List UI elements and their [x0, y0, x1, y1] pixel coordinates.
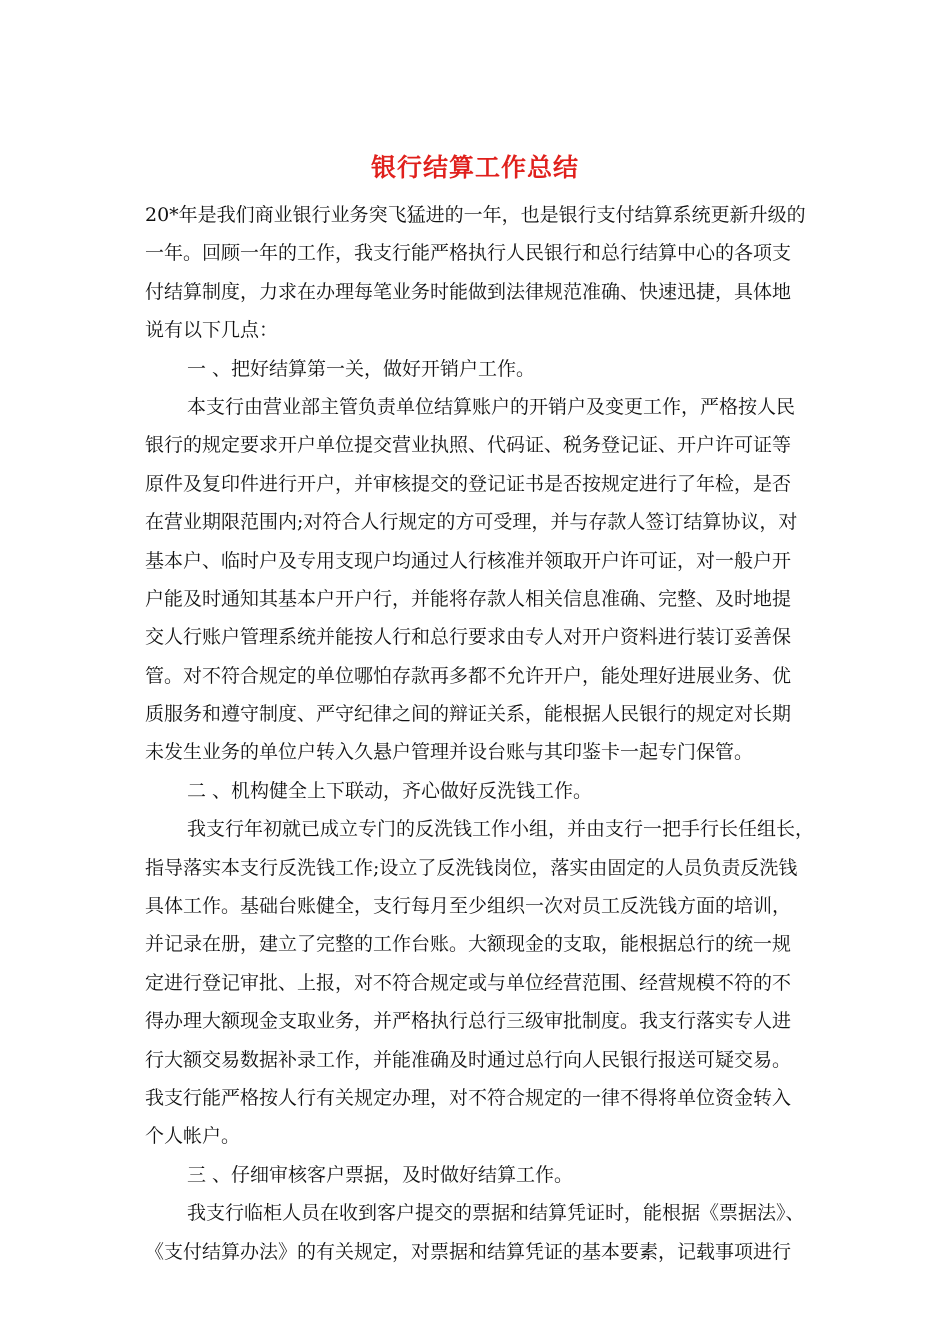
document-body — [145, 196, 817, 1271]
text-line: 三 、仔细审核客户票据，及时做好结算工作。 — [187, 1163, 574, 1186]
text-line: 定进行登记审批、上报，对不符合规定或与单位经营范围、经营规模不符的不 — [145, 971, 792, 994]
text-line: 交人行账户管理系统并能按人行和总行要求由专人对开户资料进行装订妥善保 — [145, 626, 792, 649]
text-line: 原件及复印件进行开户，并审核提交的登记证书是否按规定进行了年检，是否 — [145, 472, 792, 495]
document-title: 银行结算工作总结 — [370, 153, 579, 182]
text-line: 并记录在册，建立了完整的工作台账。大额现金的支取，能根据总行的统一规 — [145, 933, 792, 956]
text-line: 质服务和遵守制度、严守纪律之间的辩证关系，能根据人民银行的规定对长期 — [145, 703, 792, 726]
text-line: 《支付结算办法》的有关规定，对票据和结算凭证的基本要素，记载事项进行 — [145, 1240, 792, 1263]
text-line: 一年。回顾一年的工作，我支行能严格执行人民银行和总行结算中心的各项支 — [145, 242, 792, 265]
text-line: 说有以下几点： — [145, 319, 279, 342]
text-line: 户能及时通知其基本户开户行，并能将存款人相关信息准确、完整、及时地提 — [145, 587, 792, 610]
text-line: 付结算制度，力求在办理每笔业务时能做到法律规范准确、快速迅捷，具体地 — [145, 280, 792, 303]
text-line: 一 、把好结算第一关，做好开销户工作。 — [187, 357, 536, 380]
text-line: 银行的规定要求开户单位提交营业执照、代码证、税务登记证、开户许可证等 — [145, 434, 792, 457]
text-line: 本支行由营业部主管负责单位结算账户的开销户及变更工作，严格按人民 — [187, 395, 796, 418]
text-line: 我支行能严格按人行有关规定办理，对不符合规定的一律不得将单位资金转入 — [145, 1086, 792, 1109]
text-line: 行大额交易数据补录工作，并能准确及时通过总行向人民银行报送可疑交易。 — [145, 1048, 792, 1071]
text-line: 管。对不符合规定的单位哪怕存款再多都不允许开户，能处理好进展业务、优 — [145, 664, 792, 687]
text-line: 个人帐户。 — [145, 1125, 241, 1148]
text-line: 具体工作。基础台账健全，支行每月至少组织一次对员工反洗钱方面的培训， — [145, 895, 792, 918]
text-line: 20*年是我们商业银行业务突飞猛进的一年，也是银行支付结算系统更新升级的 — [145, 204, 806, 226]
text-line: 指导落实本支行反洗钱工作;设立了反洗钱岗位，落实由固定的人员负责反洗钱 — [145, 856, 798, 879]
text-line: 二 、机构健全上下联动，齐心做好反洗钱工作。 — [187, 779, 593, 802]
text-line: 得办理大额现金支取业务，并严格执行总行三级审批制度。我支行落实专人进 — [145, 1010, 792, 1033]
text-line: 未发生业务的单位户转入久悬户管理并设台账与其印鉴卡一起专门保管。 — [145, 741, 754, 764]
text-line: 基本户、临时户及专用支现户均通过人行核准并领取开户许可证，对一般户开 — [145, 549, 792, 572]
text-line: 我支行年初就已成立专门的反洗钱工作小组，并由支行一把手行长任组长， — [187, 818, 815, 841]
text-line: 我支行临柜人员在收到客户提交的票据和结算凭证时，能根据《票据法》、 — [187, 1202, 805, 1225]
text-line: 在营业期限范围内;对符合人行规定的方可受理，并与存款人签订结算协议，对 — [145, 511, 798, 534]
